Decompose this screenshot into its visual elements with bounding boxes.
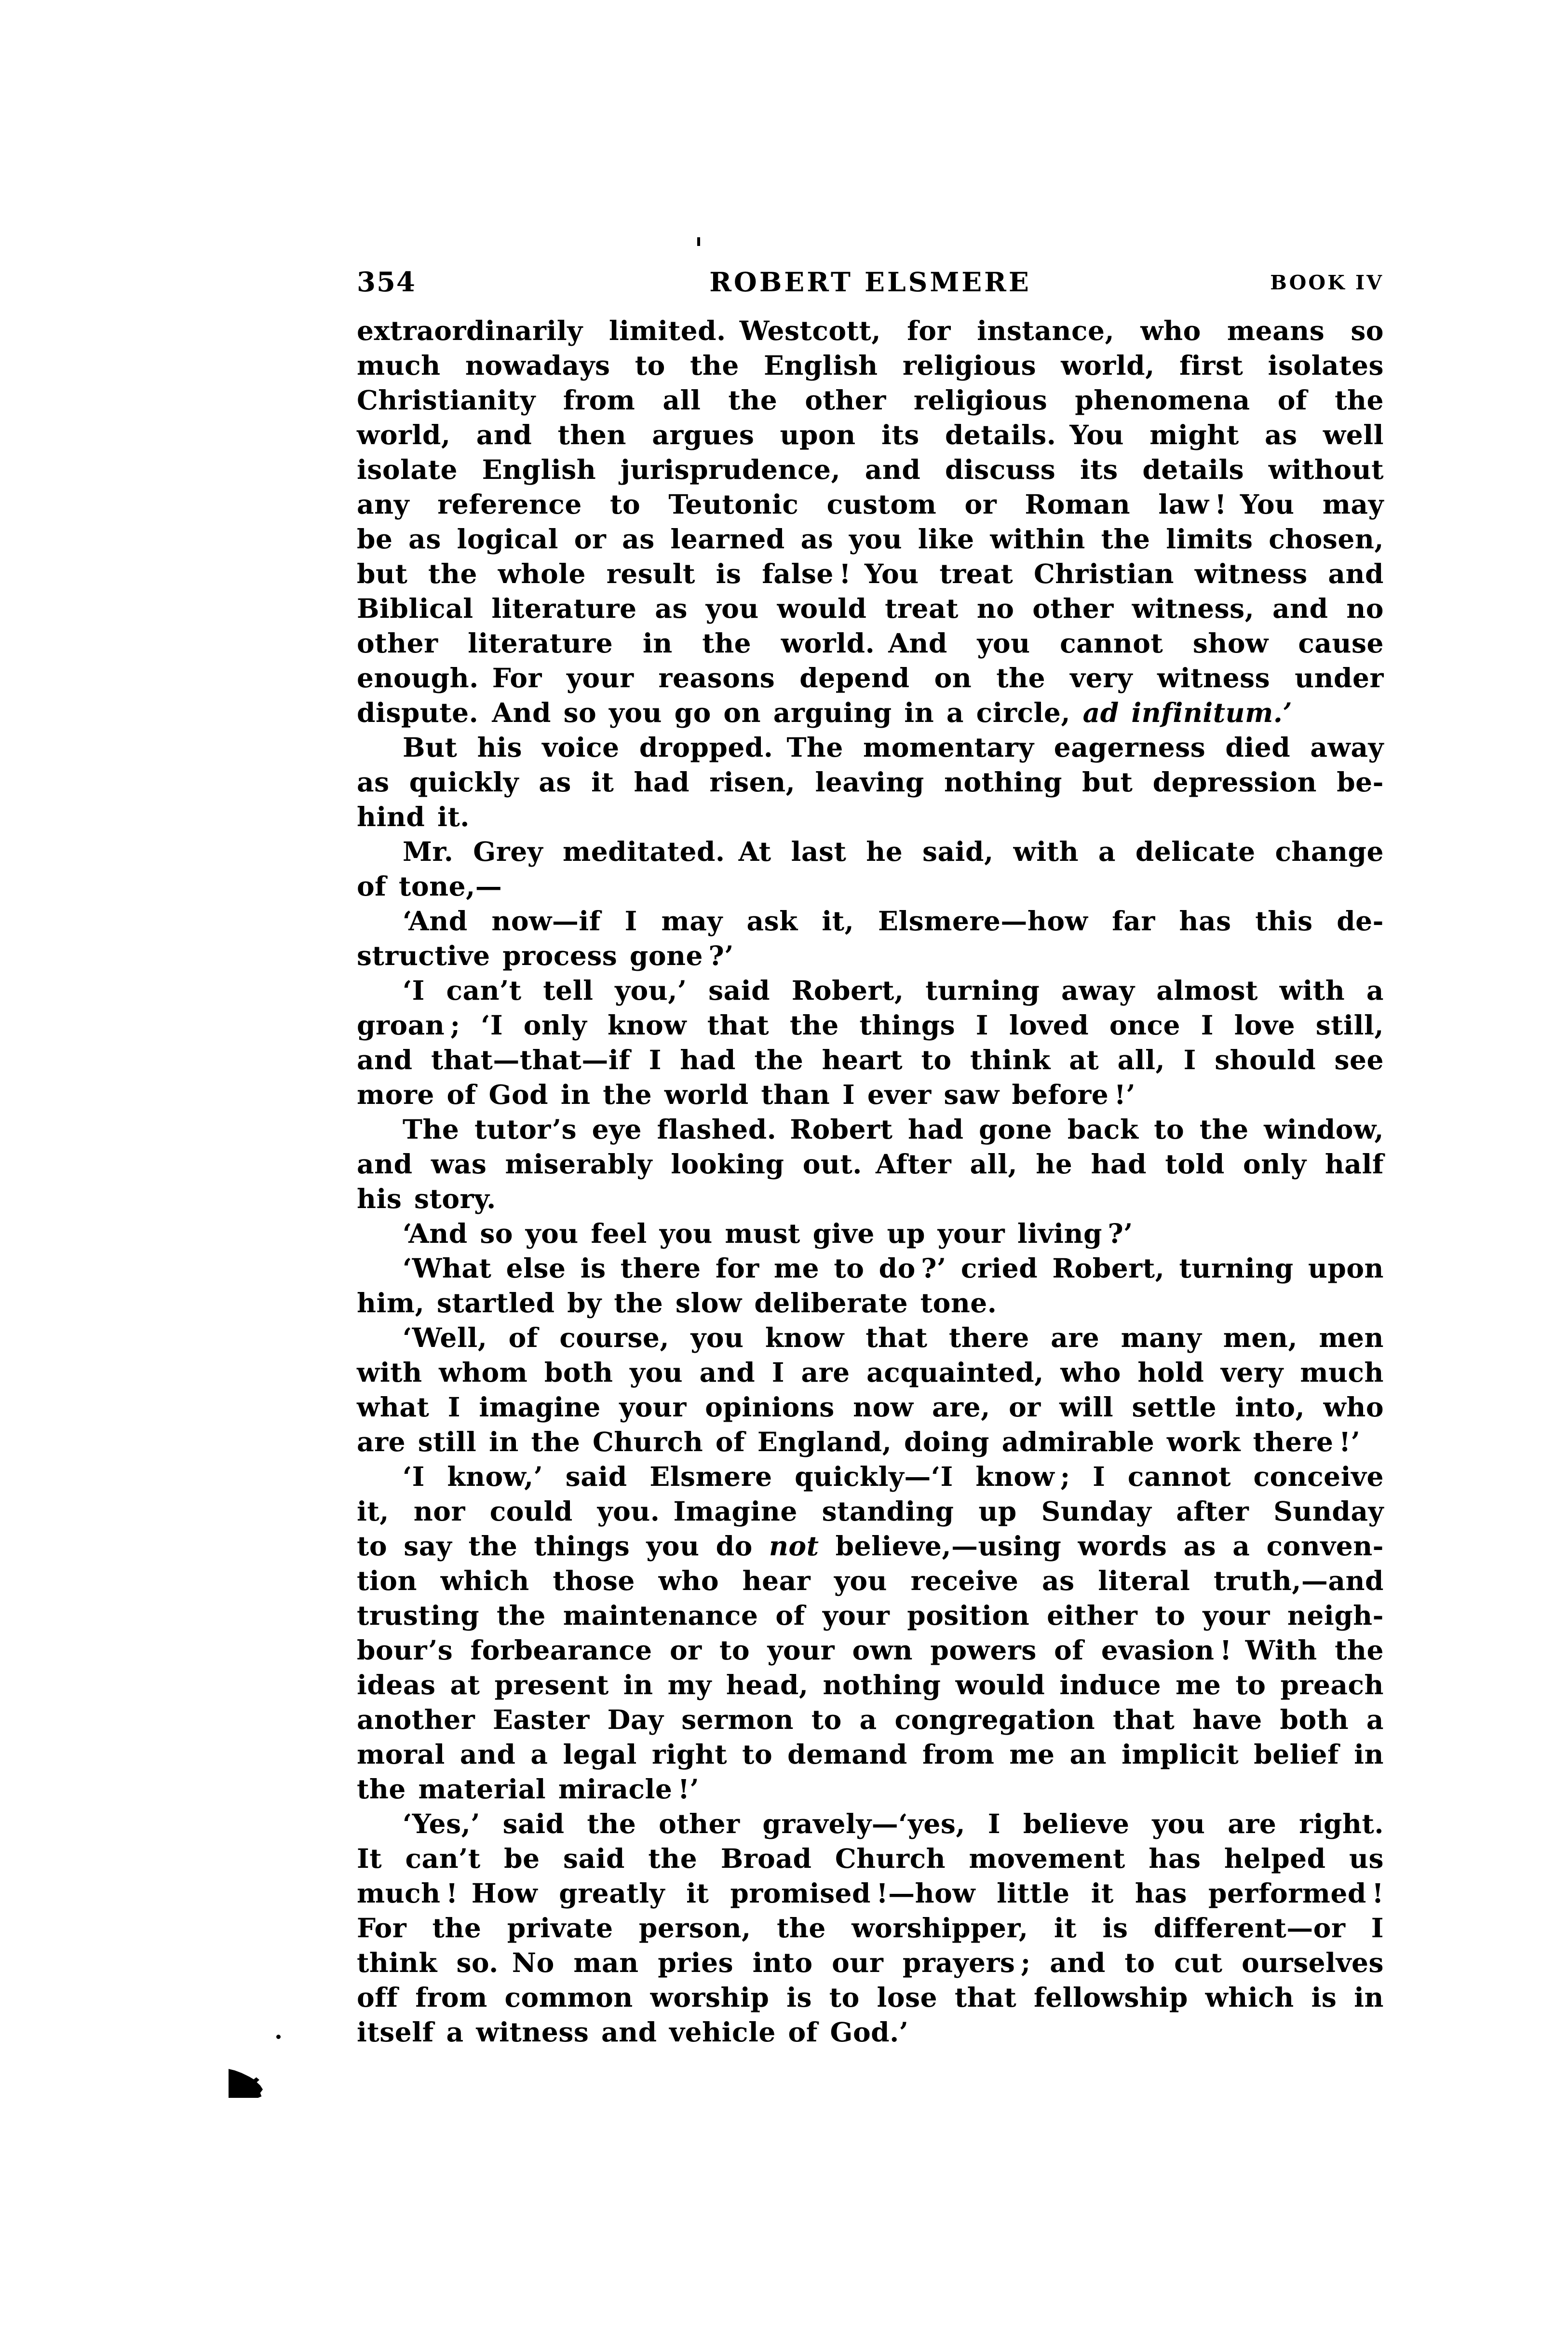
text-line — [357, 1668, 1384, 1702]
text-line — [357, 834, 1384, 869]
text-line — [357, 591, 1384, 626]
text-segment: ideas at present in my head, nothing would induce me to preach — [357, 1669, 1384, 1700]
text-line — [357, 626, 1384, 661]
text-line — [357, 1043, 1384, 1077]
text-segment: much ! How greatly it promised !—how little it has performed ! — [357, 1877, 1384, 1909]
text-segment: extraordinarily limited. Westcott, for instance, who means so — [357, 315, 1384, 346]
text-line — [357, 418, 1384, 452]
text-segment: more of God in the world than I ever saw before !’ — [357, 1079, 1136, 1110]
text-segment: isolate English jurisprudence, and discuss its details without — [357, 454, 1384, 485]
italic-text-segment: not — [769, 1530, 819, 1562]
text-line — [357, 487, 1384, 522]
ink-speck-artifact — [697, 237, 700, 246]
text-segment: as quickly as it had risen, leaving nothing but depression be- — [357, 766, 1384, 798]
text-segment: ‘Well, of course, you know that there are many men, men — [403, 1322, 1384, 1353]
text-line — [357, 765, 1384, 800]
text-segment: are still in the Church of England, doing admirable work there !’ — [357, 1426, 1361, 1457]
text-line — [357, 452, 1384, 487]
text-line — [357, 1077, 1384, 1112]
text-segment: and was miserably looking out. After all, he had told only half — [357, 1148, 1384, 1180]
text-segment: him, startled by the slow deliberate tone. — [357, 1287, 997, 1319]
text-line — [357, 557, 1384, 591]
text-segment: another Easter Day sermon to a congregation that have both a — [357, 1704, 1384, 1735]
text-line — [357, 904, 1384, 938]
page-number: 354 — [357, 266, 416, 298]
text-segment: with whom both you and I are acquainted, who hold very much — [357, 1357, 1384, 1388]
text-segment: ‘And so you feel you must give up your living ?’ — [403, 1218, 1133, 1249]
text-line — [357, 730, 1384, 765]
text-line — [357, 1425, 1384, 1459]
text-line — [357, 313, 1384, 348]
text-line — [357, 1355, 1384, 1390]
page-body — [357, 313, 1384, 2050]
text-line — [357, 869, 1384, 904]
text-segment: believe,—using words as a conven- — [819, 1530, 1384, 1562]
text-segment: moral and a legal right to demand from me an implicit belief in — [357, 1739, 1384, 1770]
text-segment: bour’s forbearance or to your own powers of evasion ! With the — [357, 1634, 1384, 1666]
text-segment: Biblical literature as you would treat no other witness, and no — [357, 593, 1384, 624]
text-line — [357, 1772, 1384, 1807]
text-line — [357, 695, 1384, 730]
text-line — [357, 1945, 1384, 1980]
text-line — [357, 1911, 1384, 1945]
text-line — [357, 522, 1384, 557]
text-segment: what I imagine your opinions now are, or will settle into, who — [357, 1391, 1384, 1423]
text-segment: much nowadays to the English religious world, first isolates — [357, 350, 1384, 381]
text-segment: ‘I know,’ said Elsmere quickly—‘I know ; I cannot conceive — [403, 1461, 1384, 1492]
italic-text-segment: ad infinitum.’ — [1082, 697, 1293, 728]
text-segment: structive process gone ?’ — [357, 940, 734, 971]
text-segment: of tone,— — [357, 870, 502, 902]
text-segment: dispute. And so you go on arguing in a circle, — [357, 697, 1083, 728]
text-segment: to say the things you do — [357, 1530, 769, 1562]
text-line — [357, 348, 1384, 383]
text-line — [357, 1112, 1384, 1147]
text-segment: tion which those who hear you receive as literal truth,—and — [357, 1565, 1384, 1596]
text-line — [357, 1216, 1384, 1251]
text-segment: The tutor’s eye flashed. Robert had gone back to the window, — [403, 1114, 1384, 1145]
text-segment: think so. No man pries into our prayers ; and to cut ourselves — [357, 1947, 1384, 1978]
text-line — [357, 973, 1384, 1008]
text-line — [357, 1494, 1384, 1529]
text-line — [357, 383, 1384, 418]
running-head-section: BOOK IV — [1270, 271, 1384, 294]
text-segment: off from common worship is to lose that fellowship which is in — [357, 1982, 1384, 2013]
text-line — [357, 1980, 1384, 2015]
text-segment: ‘What else is there for me to do ?’ cried Robert, turning upon — [403, 1252, 1384, 1284]
text-segment: But his voice dropped. The momentary eagerness died away — [403, 732, 1384, 763]
text-segment: world, and then argues upon its details. You might as well — [357, 419, 1384, 450]
text-line — [357, 1529, 1384, 1563]
text-segment: groan ; ‘I only know that the things I loved once I love still, — [357, 1009, 1384, 1041]
text-line — [357, 1182, 1384, 1216]
text-line — [357, 1702, 1384, 1737]
ink-dot-artifact — [276, 2035, 281, 2039]
text-line — [357, 1807, 1384, 1841]
running-head — [357, 264, 1384, 300]
text-segment: itself a witness and vehicle of God.’ — [357, 2016, 909, 2048]
text-line — [357, 1147, 1384, 1182]
text-segment: be as logical or as learned as you like within the limits chosen, — [357, 523, 1384, 555]
text-segment: ‘And now—if I may ask it, Elsmere—how far has this de- — [403, 905, 1384, 937]
text-segment: ‘Yes,’ said the other gravely—‘yes, I believe you are right. — [403, 1808, 1384, 1839]
text-segment: any reference to Teutonic custom or Roman law ! You may — [357, 489, 1384, 520]
text-line — [357, 1737, 1384, 1772]
text-segment: For the private person, the worshipper, it is different—or I — [357, 1912, 1384, 1944]
text-segment: the material miracle !’ — [357, 1773, 700, 1805]
text-segment: enough. For your reasons depend on the very witness under — [357, 662, 1384, 693]
text-line — [357, 1841, 1384, 1876]
text-line — [357, 1008, 1384, 1043]
text-segment: Mr. Grey meditated. At last he said, with a delicate change — [403, 836, 1384, 867]
text-segment: his story. — [357, 1183, 496, 1214]
text-segment: ‘I can’t tell you,’ said Robert, turning away almost with a — [403, 975, 1384, 1006]
text-line — [357, 1286, 1384, 1320]
text-segment: trusting the maintenance of your position either to your neigh- — [357, 1600, 1384, 1631]
text-line — [357, 1633, 1384, 1668]
text-line — [357, 1459, 1384, 1494]
text-line — [357, 800, 1384, 834]
ink-smudge-artifact — [229, 2069, 272, 2098]
text-segment: it, nor could you. Imagine standing up Sunday after Sunday — [357, 1495, 1384, 1527]
text-line — [357, 1563, 1384, 1598]
text-segment: and that—that—if I had the heart to think at all, I should see — [357, 1044, 1384, 1075]
text-line — [357, 1390, 1384, 1425]
text-segment: but the whole result is false ! You treat Christian witness and — [357, 558, 1384, 589]
text-segment: other literature in the world. And you cannot show cause — [357, 627, 1384, 659]
running-head-title: ROBERT ELSMERE — [709, 266, 1031, 298]
text-line — [357, 1251, 1384, 1286]
text-line — [357, 1598, 1384, 1633]
text-line — [357, 661, 1384, 695]
text-line — [357, 1320, 1384, 1355]
text-segment: Christianity from all the other religious phenomena of the — [357, 384, 1384, 416]
text-line — [357, 938, 1384, 973]
text-segment: It can’t be said the Broad Church movement has helped us — [357, 1843, 1384, 1874]
text-line — [357, 2015, 1384, 2050]
text-line — [357, 1876, 1384, 1911]
text-segment: hind it. — [357, 801, 470, 832]
